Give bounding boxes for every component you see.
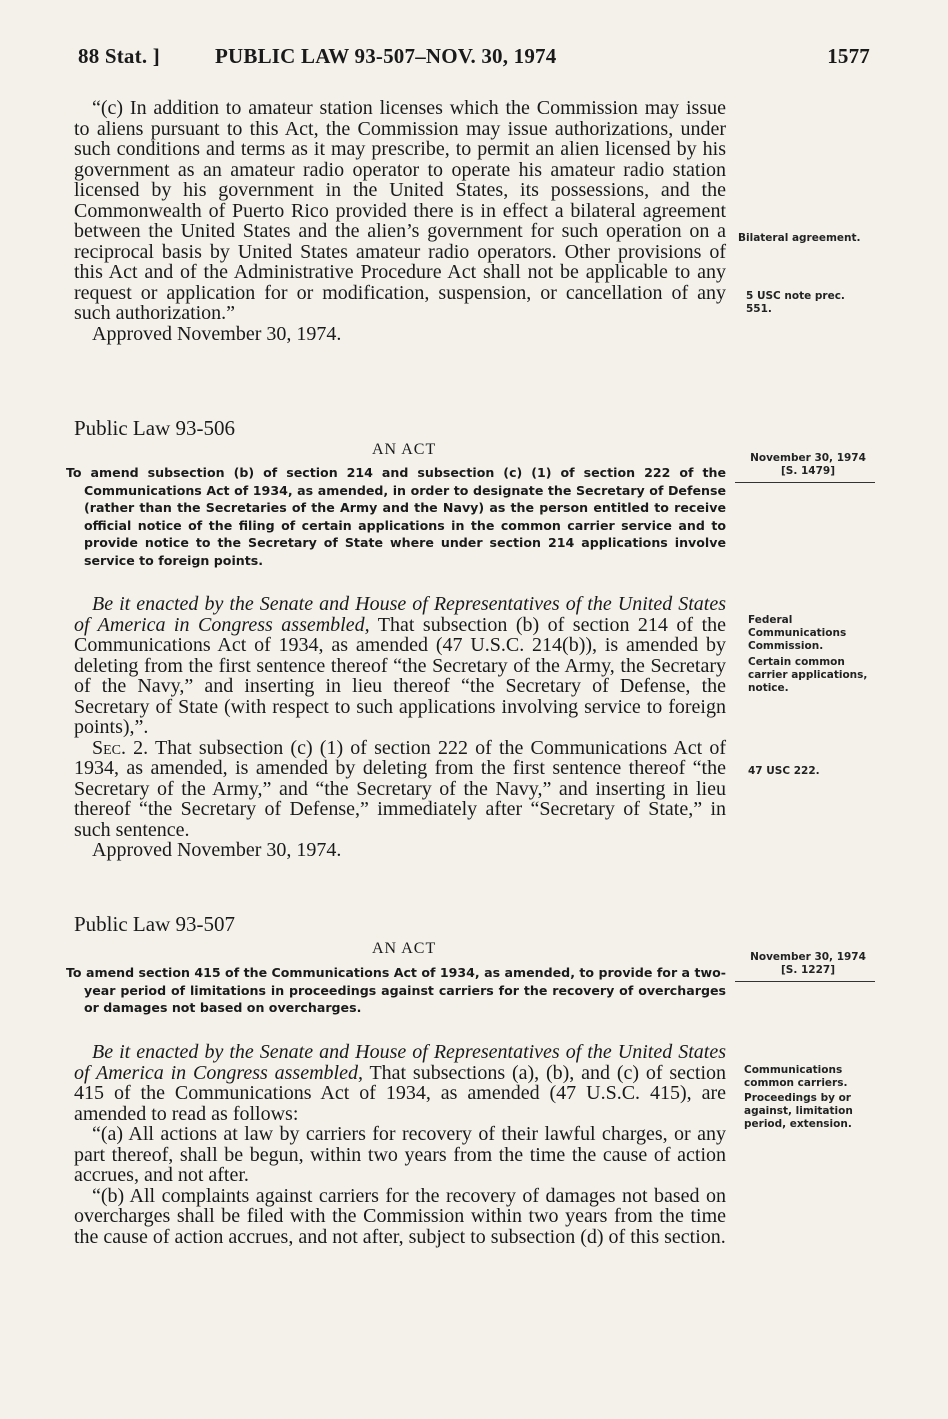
margin-rule-507 xyxy=(735,981,875,982)
approval-line-506: Approved November 30, 1974. xyxy=(92,839,342,861)
margin-rule-506 xyxy=(735,482,875,483)
law-507-body xyxy=(74,1042,726,1247)
margin-note-common-carriers: Communications common carriers. xyxy=(744,1064,848,1089)
enacting-clause-507: Be it enacted by the Senate and House of Representatives of the United States of America in Congress assembled, xyxy=(74,1041,726,1084)
enacting-clause-506: Be it enacted by the Senate and House of Representatives of the United States of America in Congress assembled, xyxy=(74,593,726,636)
enactment-date-507: November 30, 1974 xyxy=(750,951,866,963)
subsection-c-paragraph: “(c) In addition to amateur station licenses which the Commission may issue to aliens pursuant to this Act, the Commission may issue authorizations, under such conditions and terms as it may prescribe, to permit an alien licensed by his government as an amateur radio operator to operate his amateur radio station licensed by his government in the United States, its possessions, and the Commonwealth of Puerto Rico provided there is in effect a bilateral agreement between the United States and the alien’s government for such operation on a reciprocal basis by United States amateur radio operators. Other provisions of this Act and of the Administrative Procedure Act shall not be applicable to any request or application for or modification, suspension, or cancellation of any such authorization.” xyxy=(74,97,726,324)
subsection-a-paragraph: “(a) All actions at law by carriers for recovery of their lawful charges, or any part thereof, shall be begun, within two years from the time the cause of action accrues, and not after. xyxy=(74,1123,726,1186)
an-act-heading-507: AN ACT xyxy=(372,940,437,957)
section-2-label: Sec. 2. xyxy=(92,736,149,759)
margin-note-carrier-notice: Certain common carrier applications, notice. xyxy=(748,656,868,694)
bill-number-506: [S. 1479] xyxy=(780,465,836,477)
section-2-506: That subsection (c) (1) of section 222 of the Communications Act of 1934, as amended, is amended by deleting from the first sentence thereof “the Secretary of the Army,” and “the Secretary of the Navy,” and inserting in lieu thereof “the Secretary of Defense,” immediately after “Secretary of State,” in such sentence. xyxy=(74,736,726,841)
an-act-heading-506: AN ACT xyxy=(372,441,437,458)
bill-number-507: [S. 1227] xyxy=(780,964,836,976)
law-506-body xyxy=(74,594,726,861)
volume-citation: 88 Stat. ] xyxy=(78,44,160,68)
enactment-date-506: November 30, 1974 xyxy=(750,452,866,464)
section-1-507: That subsections (a), (b), and (c) of section 415 of the Communications Act of 1934, as amended (47 U.S.C. 415), are amended to read as follows: xyxy=(74,1061,726,1125)
margin-note-fcc: Federal Communications Commission. xyxy=(748,614,847,652)
subsection-b-paragraph: “(b) All complaints against carriers for the recovery of damages not based on overcharges shall be filed with the Commission within two years from the time the cause of action accrues, and not after, subject to subsection (d) of this section. xyxy=(74,1184,726,1248)
margin-note-limitation: Proceedings by or against, limitation period, extension. xyxy=(744,1092,853,1130)
margin-note-47usc222: 47 USC 222. xyxy=(748,765,820,777)
purpose-506: To amend subsection (b) of section 214 and subsection (c) (1) of section 222 of the Communications Act of 1934, as amended, in order to designate the Secretary of Defense (rather than the Secretaries of the Army and the Navy) as the person entitled to receive official notice of the filing of certain applications in the common carrier service and to provide notice to the Secretary of State where under section 214 applications involve service to foreign points. xyxy=(66,465,726,568)
page-number: 1577 xyxy=(827,44,870,68)
margin-note-usc: 5 USC note prec. 551. xyxy=(746,290,845,315)
running-head: PUBLIC LAW 93-507–NOV. 30, 1974 xyxy=(215,44,557,68)
approval-line: Approved November 30, 1974. xyxy=(92,322,342,345)
law-title-507: Public Law 93-507 xyxy=(74,912,235,936)
section-1-506: That subsection (b) of section 214 of the Communications Act of 1934, as amended (47 U.S.C. 214(b)), is amended by deleting from the first sentence thereof “the Secretary of the Army, the Secretary of the Navy,” and inserting in lieu thereof “the Secretary of Defense, the Secretary of State (with respect to such applications involving service to foreign points),”. xyxy=(74,613,727,738)
margin-note-bilateral: Bilateral agreement. xyxy=(738,232,861,244)
carryover-text xyxy=(74,98,726,344)
law-title-506: Public Law 93-506 xyxy=(74,416,235,440)
purpose-507: To amend section 415 of the Communications Act of 1934, as amended, to provide for a two-year period of limitations in proceedings against carriers for the recovery of overcharges or damages not based on overcharges. xyxy=(66,965,726,1015)
